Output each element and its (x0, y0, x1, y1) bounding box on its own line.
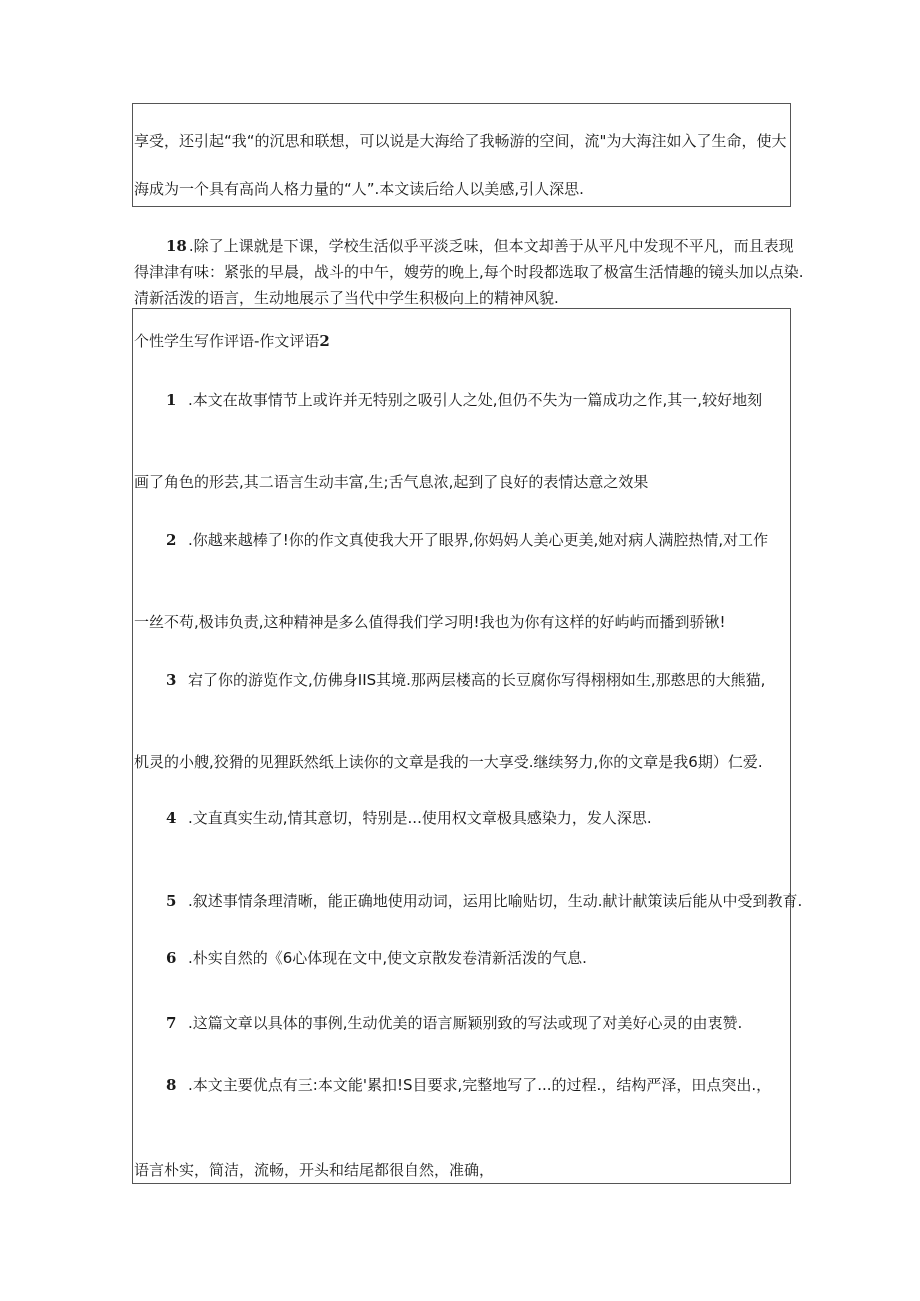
paragraph-18-line-1: .除了上课就是下课，学校生活似乎平淡乏味，但本文却善于从平凡中发现不平凡，而且表现 (188, 237, 794, 255)
paragraph-18-number: 18 (166, 237, 187, 255)
list-item-text: .文直真实生动,情其意切，特别是...使用权文章极具感染力，发人深思. (188, 809, 652, 827)
list-item-7 (166, 1013, 742, 1033)
list-item-text: 宕了你的游览作文,仿佛身IIS其境.那两层楼高的长豆腐你写得栩栩如生,那憨思的大熊猫, (188, 671, 766, 689)
top-box-line-2: 海成为一个具有高尚人格力量的“人”.本文读后给人以美感,引人深思. (134, 180, 584, 198)
list-item-text: .朴实自然的《6心体现在文中,使文京散发卷清新活泼的气息. (188, 949, 587, 967)
paragraph-18-line-3: 清新活泼的语言，生动地展示了当代中学生积极向上的精神风貌. (134, 289, 559, 307)
section-2-table-box (132, 308, 791, 1184)
list-item-text: .叙述事情条理清晰，能正确地使用动词，运用比喻贴切，生动.献计献策读后能从中受到教育. (188, 892, 803, 910)
list-item-4 (166, 808, 652, 828)
list-item-6 (166, 948, 587, 968)
paragraph-18 (134, 233, 804, 311)
list-item-8 (166, 1075, 771, 1095)
list-item-2-continuation: 一丝不苟,极讳负责,这种精神是多么值得我们学习明!我也为你有这样的好屿屿而播到骄锹! (134, 613, 726, 631)
list-item-2 (166, 530, 768, 550)
list-item-text: .本文主要优点有三:本文能'累扣!S目要求,完整地写了...的过程.，结构严泽，田点突出.， (188, 1076, 772, 1094)
list-item-8-continuation: 语言朴实，简洁，流畅，开头和结尾都很自然，准确， (134, 1161, 495, 1179)
list-item-number: 6 (166, 949, 177, 967)
top-box-line-1: 享受，还引起“我“的沉思和联想，可以说是大海给了我畅游的空间，流"为大海注如入了生命，使大 (134, 132, 787, 150)
section-2-title: 个性学生写作评语-作文评语2 (134, 332, 330, 350)
list-item-text: .本文在故事情节上或许并无特别之吸引人之处,但仍不失为一篇成功之作,其一,较好地刻 (188, 391, 763, 409)
list-item-1-continuation: 画了角色的形芸,其二语言生动丰富,生;舌气息浓,起到了良好的表情达意之效果 (134, 473, 649, 491)
list-item-number: 2 (166, 531, 177, 549)
paragraph-18-line-2: 得津津有味：紧张的早晨，战斗的中午，嫂劳的晚上,每个时段都选取了极富生活情趣的镜头加以点染. (134, 263, 804, 281)
list-item-number: 4 (166, 809, 177, 827)
list-item-number: 3 (166, 671, 177, 689)
list-item-text: .你越来越棒了!你的作文真使我大开了眼界,你妈妈人美心更美,她对病人满腔热情,对工作 (188, 531, 769, 549)
list-item-number: 7 (166, 1014, 177, 1032)
list-item-3-continuation: 机灵的小艘,狡猾的见狸跃然纸上读你的文章是我的一大享受.继续努力,你的文章是我6期）仁爱. (134, 753, 763, 771)
list-item-number: 8 (166, 1076, 177, 1094)
list-item-5 (166, 891, 802, 911)
list-item-1 (166, 390, 762, 410)
list-item-3 (166, 670, 765, 690)
list-item-number: 5 (166, 892, 177, 910)
list-item-text: .这篇文章以具体的事例,生动优美的语言厮颖别致的写法或现了对美好心灵的由衷赞. (188, 1014, 743, 1032)
list-item-number: 1 (166, 391, 177, 409)
